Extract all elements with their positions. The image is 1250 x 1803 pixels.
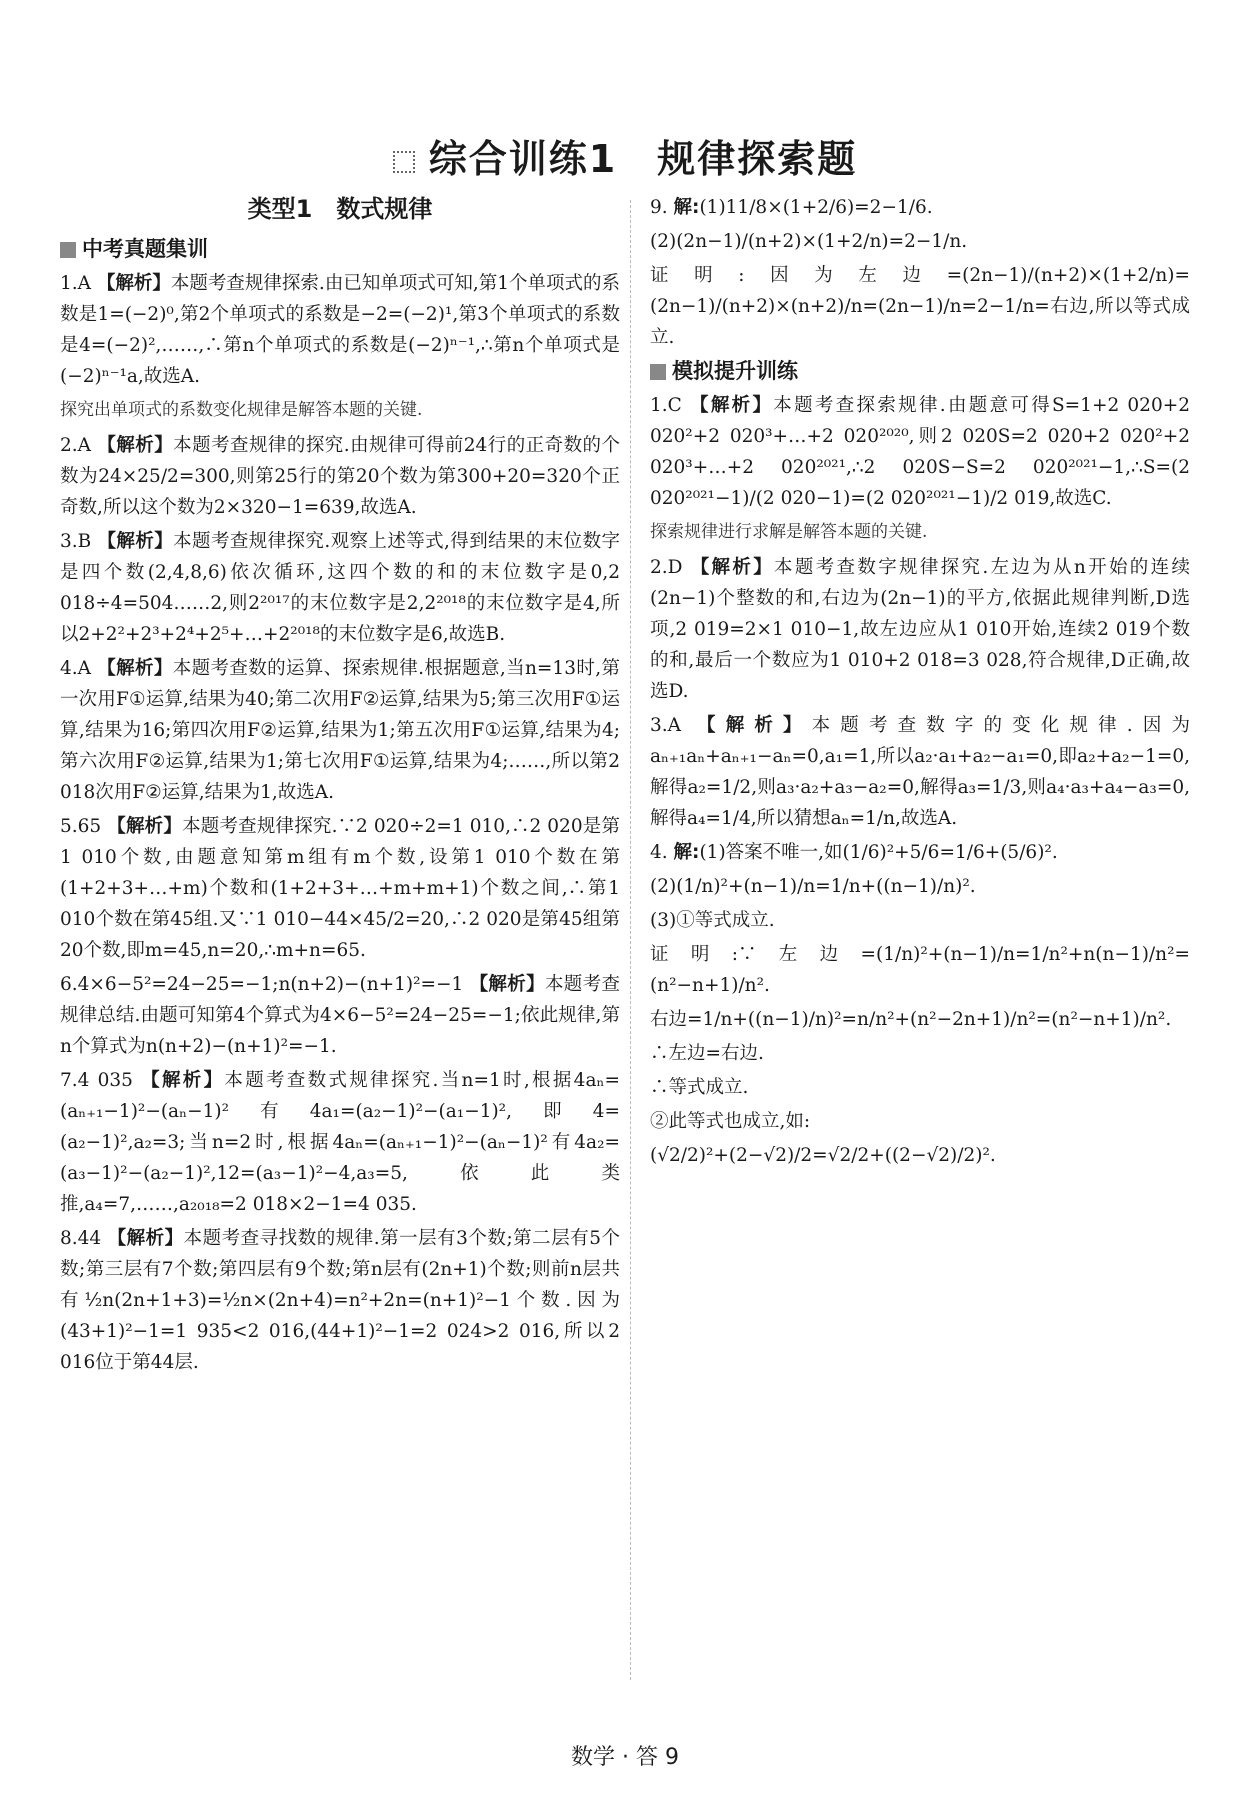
answer-text: 右边=1/n+((n−1)/n)²=n/n²+(n²−2n+1)/n²=(n²−n+1)/n². [650, 1009, 1172, 1030]
answer-number: 5.65 [60, 816, 102, 837]
answer-number: 3.B [60, 531, 92, 552]
answer-item [650, 939, 1190, 1001]
page-footer: 数学 · 答 9 [571, 1745, 679, 1770]
answer-text: 本题考查规律探究.∵2 020÷2=1 010,∴2 020是第1 010个数,由题意知第m组有m个数,设第1 010个数在第(1+2+3+…+m)个数和(1+2+3+…+m+m+1)个数之间,∴第1 010个数在第45组.又∵1 010−44×45/2=20,∴2 020是第45组第20个数,即m=45,n=20,∴m+n=65. [60, 816, 620, 961]
answer-item [650, 552, 1190, 707]
answer-text: 本题考查数的运算、探索规律.根据题意,当n=13时,第一次用F①运算,结果为40;第二次用F②运算,结果为5;第三次用F①运算,结果为16;第四次用F②运算,结果为1;第五次用F①运算,结果为4;第六次用F②运算,结果为1;第七次用F①运算,结果为4;……,所以第2 018次用F②运算,结果为1,故选A. [60, 658, 620, 803]
right-column [650, 192, 1190, 1174]
analysis-label: 解: [673, 197, 700, 218]
analysis-label: 【解析】 [107, 1228, 184, 1249]
answer-text: 证明:∵左边=(1/n)²+(n−1)/n=1/n²+n(n−1)/n²=(n²−n+1)/n². [650, 944, 1190, 996]
analysis-label: 【解析】 [469, 974, 545, 995]
answer-text: (1)答案不唯一,如(1/6)²+5/6=1/6+(5/6)². [699, 842, 1058, 863]
answer-number: 4. [650, 842, 668, 863]
answer-note: 探究出单项式的系数变化规律是解答本题的关键. [60, 400, 423, 420]
answer-item [60, 1065, 620, 1220]
answer-number: 6.4×6−5²=24−25=−1;n(n+2)−(n+1)²=−1 [60, 974, 464, 995]
section-title: 中考真题集训 [82, 237, 208, 261]
section-heading-real-exam [60, 234, 620, 264]
answer-item [60, 268, 620, 392]
answer-note: 探索规律进行求解是解答本题的关键. [650, 522, 928, 542]
answer-item [60, 430, 620, 523]
answer-text: 本题考查数字的变化规律.因为aₙ₊₁aₙ+aₙ₊₁−aₙ=0,a₁=1,所以a₂·a₁+a₂−a₁=0,即a₂+a₂−1=0,解得a₂=1/2,则a₃·a₂+a₃−a₂=0,解得a₃=1/3,则a₄·a₃+a₄−a₃=0,解得a₄=1/4,所以猜想aₙ=1/n,故选A. [650, 715, 1190, 829]
answer-item [650, 1106, 1190, 1137]
answer-number: 1.A [60, 273, 92, 294]
right-answer-list [650, 192, 1190, 1171]
analysis-label: 【解析】 [107, 816, 183, 837]
answer-text: (3)①等式成立. [650, 910, 775, 931]
analysis-label: 【解析】 [97, 531, 174, 552]
analysis-label: 【解析】 [697, 715, 812, 736]
answer-item [650, 1004, 1190, 1035]
answer-item [650, 1072, 1190, 1103]
section-square-icon [60, 242, 76, 258]
answer-item [650, 710, 1190, 834]
answer-text: (1)11/8×(1+2/6)=2−1/6. [699, 197, 933, 218]
answer-item [650, 1038, 1190, 1069]
answer-item [650, 871, 1190, 902]
section-title: 模拟提升训练 [672, 359, 798, 383]
page-title [0, 128, 1250, 183]
answer-text: 本题考查探索规律.由题意可得S=1+2 020+2 020²+2 020³+…+2 020²⁰²⁰,则2 020S=2 020+2 020²+2 020³+…+2 020²⁰²¹,∴2 020S−S=2 020²⁰²¹−1,∴S=(2 020²⁰²¹−1)/(2 020−1)=(2 020²⁰²¹−1)/2 019,故选C. [650, 395, 1190, 509]
analysis-label: 【解析】 [690, 395, 774, 416]
answer-number: 2.A [60, 435, 92, 456]
section-square-icon [650, 364, 666, 380]
analysis-label: 【解析】 [690, 557, 775, 578]
answer-number: 4.A [60, 658, 92, 679]
answer-item [60, 969, 620, 1062]
analysis-label: 【解析】 [97, 658, 173, 679]
answer-number: 8.44 [60, 1228, 102, 1249]
answer-text: 本题考查规律探索.由已知单项式可知,第1个单项式的系数是1=(−2)⁰,第2个单项式的系数是−2=(−2)¹,第3个单项式的系数是4=(−2)²,……,∴第n个单项式的系数是(−2)ⁿ⁻¹,∴第n个单项式是(−2)ⁿ⁻¹a,故选A. [60, 273, 620, 387]
answer-item [60, 811, 620, 966]
left-column [60, 192, 620, 1381]
answer-text: ∴左边=右边. [650, 1043, 764, 1064]
answer-number: 2.D [650, 557, 683, 578]
type-heading: 类型1 数式规律 [247, 195, 433, 223]
answer-item [60, 653, 620, 808]
answer-text: 本题考查规律总结.由题可知第4个算式为4×6−5²=24−25=−1;依此规律,第n个算式为n(n+2)−(n+1)²=−1. [60, 974, 620, 1057]
section-heading-mock-train [650, 356, 1190, 386]
left-answer-list [60, 268, 620, 1378]
analysis-label: 【解析】 [97, 435, 174, 456]
answer-text: 本题考查数字规律探究.左边为从n开始的连续(2n−1)个整数的和,右边为(2n−1)的平方,依据此规律判断,D选项,2 019=2×1 010−1,故左边应从1 010开始,连续2 019个数的和,最后一个数应为1 010+2 018=3 028,符合规律,D正确,故选D. [650, 557, 1190, 702]
answer-number: 7.4 035 [60, 1070, 133, 1091]
title-text: 综合训练1 规律探索题 [428, 137, 858, 181]
answer-text: (2)(1/n)²+(n−1)/n=1/n+((n−1)/n)². [650, 876, 976, 897]
answer-item [60, 1223, 620, 1378]
answer-item [650, 837, 1190, 868]
analysis-label: 【解析】 [141, 1070, 225, 1091]
answer-item [650, 226, 1190, 257]
answer-number: 9. [650, 197, 668, 218]
answer-text: (√2/2)²+(2−√2)/2=√2/2+((2−√2)/2)². [650, 1145, 996, 1166]
answer-text: 本题考查规律探究.观察上述等式,得到结果的末位数字是四个数(2,4,8,6)依次循环,这四个数的和的末位数字是0,2 018÷4=504……2,则2²⁰¹⁷的末位数字是2,2²⁰¹⁸的末位数字是4,所以2+2²+2³+2⁴+2⁵+…+2²⁰¹⁸的末位数字是6,故选B. [60, 531, 620, 645]
answer-item [650, 192, 1190, 223]
answer-text: ∴等式成立. [650, 1077, 749, 1098]
answer-number: 3.A [650, 715, 682, 736]
answer-item [650, 905, 1190, 936]
answer-text: 本题考查规律的探究.由规律可得前24行的正奇数的个数为24×25/2=300,则第25行的第20个数为第300+20=320个正奇数,所以这个数为2×320−1=639,故选A. [60, 435, 620, 518]
answer-text: ②此等式也成立,如: [650, 1111, 811, 1132]
answer-text: 本题考查数式规律探究.当n=1时,根据4aₙ=(aₙ₊₁−1)²−(aₙ−1)²有4a₁=(a₂−1)²−(a₁−1)²,即4=(a₂−1)²,a₂=3;当n=2时,根据4aₙ=(aₙ₊₁−1)²−(aₙ−1)²有4a₂=(a₃−1)²−(a₂−1)²,12=(a₃−1)²−4,a₃=5,依此类推,a₄=7,……,a₂₀₁₈=2 018×2−1=4 035. [60, 1070, 620, 1215]
analysis-label: 【解析】 [96, 273, 171, 294]
answer-item [650, 260, 1190, 353]
answer-number: 1.C [650, 395, 682, 416]
column-divider [630, 200, 631, 1680]
answer-item [60, 526, 620, 650]
analysis-label: 解: [673, 842, 700, 863]
title-mark-icon [393, 151, 415, 173]
answer-text: 证明:因为左边=(2n−1)/(n+2)×(1+2/n)=(2n−1)/(n+2)×(n+2)/n=(2n−1)/n=2−1/n=右边,所以等式成立. [650, 265, 1190, 348]
answer-text: 本题考查寻找数的规律.第一层有3个数;第二层有5个数;第三层有7个数;第四层有9个数;第n层有(2n+1)个数;则前n层共有½n(2n+1+3)=½n×(2n+4)=n²+2n=(n+1)²−1个数.因为(43+1)²−1=1 935<2 016,(44+1)²−1=2 024>2 016,所以2 016位于第44层. [60, 1228, 620, 1373]
answer-text: (2)(2n−1)/(n+2)×(1+2/n)=2−1/n. [650, 231, 968, 252]
answer-item [650, 390, 1190, 514]
answer-item [650, 1140, 1190, 1171]
